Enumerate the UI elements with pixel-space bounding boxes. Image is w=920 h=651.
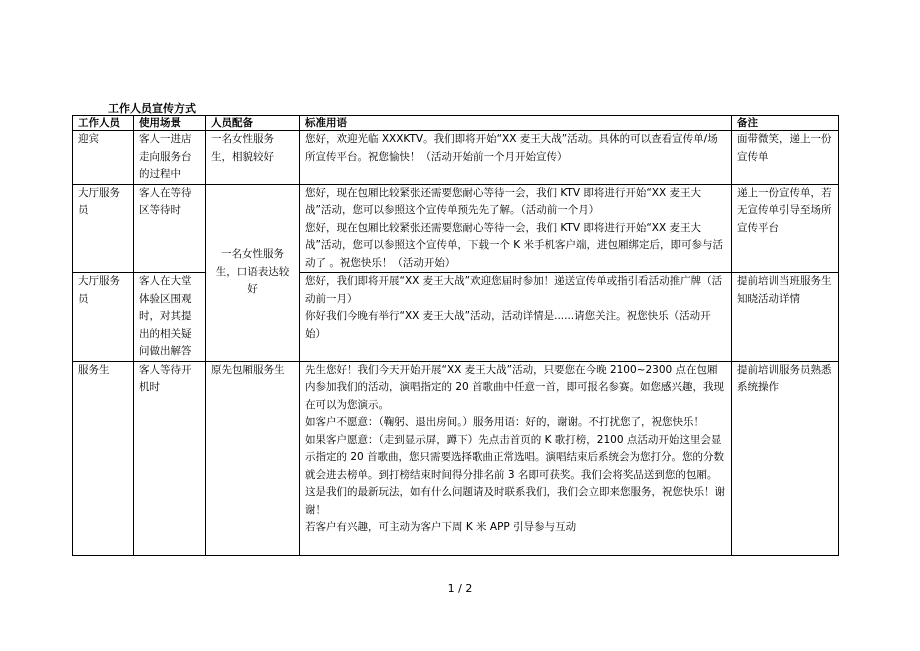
script-line: 您好，现在包厢比较紧张还需要您耐心等待一会，我们 KTV 即将进行开始“XX 麦王大战”活动，您可以参照这个宣传单预先先了解。（活动前一个月） [305, 186, 702, 216]
cell-scene: 客人等待开机时 [134, 361, 206, 555]
script-line: 如客户不愿意：（鞠躬、退出房间。）服务用语：好的，谢谢。不打扰您了，祝您快乐！ [305, 416, 704, 428]
cell-scene: 客人一进店走向服务台的过程中 [134, 131, 206, 185]
cell-scene: 客人在大堂体验区围观时，对其提出的相关疑问做出解答 [134, 273, 206, 362]
cell-role: 大厅服务员 [73, 273, 134, 362]
header-script: 标准用语 [300, 116, 732, 131]
script-line: 若客户有兴趣，可主动为客户下周 K 米 APP 引导参与互动 [305, 521, 577, 533]
document-title: 工作人员宣传方式 [108, 102, 196, 115]
script-line: 您好，欢迎光临 XXXKTV。我们即将开始“XX 麦王大战”活动。具体的可以查看宣传单/场所宣传平台。祝您愉快！（活动开始前一个月开始宣传） [305, 133, 718, 163]
promotion-table [72, 115, 839, 556]
header-scene: 使用场景 [134, 116, 206, 131]
script-line: 先生您好！我们今天开始开展“XX 麦王大战”活动，只要您在今晚 2100~2300 点在包厢内参加我们的活动，演唱指定的 20 首歌曲中任意一首，即可报名参赛。如您感兴趣，我现在可以为您演示。 [305, 363, 725, 411]
table-row [73, 184, 839, 273]
table-row [73, 273, 839, 362]
table-row [73, 361, 839, 555]
script-line: 你好我们今晚有举行“XX 麦王大战”活动，活动详情是......请您关注。祝您快乐（活动开始） [305, 310, 711, 340]
cell-staff: 一名女性服务生，口语表达较好 [206, 184, 300, 361]
cell-note: 递上一份宣传单，若无宣传单引导至场所宣传平台 [732, 184, 839, 273]
cell-role: 大厅服务员 [73, 184, 134, 273]
cell-script [300, 131, 732, 185]
cell-staff: 原先包厢服务生 [206, 361, 300, 555]
cell-note: 提前培训服务员熟悉系统操作 [732, 361, 839, 555]
header-note: 备注 [732, 116, 839, 131]
cell-role: 迎宾 [73, 131, 134, 185]
cell-script [300, 361, 732, 555]
header-role: 工作人员 [73, 116, 134, 131]
cell-note: 提前培训当班服务生知晓活动详情 [732, 273, 839, 362]
cell-scene: 客人在等待区等待时 [134, 184, 206, 273]
cell-role: 服务生 [73, 361, 134, 555]
header-staff: 人员配备 [206, 116, 300, 131]
cell-script [300, 273, 732, 362]
table-row [73, 131, 839, 185]
table-header-row [73, 116, 839, 131]
page-number: 1 / 2 [447, 582, 473, 595]
cell-note: 面带微笑，递上一份宣传单 [732, 131, 839, 185]
script-line: 您好，现在包厢比较紧张还需要您耐心等待一会，我们 KTV 即将进行开始“XX 麦王大战”活动，您可以参照这个宣传单，下载一个 K 米手机客户端，进包厢绑定后，即可参与活动了 。祝您快乐！（活动开始） [305, 221, 723, 269]
script-line: 如果客户愿意：（走到显示屏，蹲下）先点击首页的 K 歌打榜，2100 点活动开始这里会显示指定的 20 首歌曲，您只需要选择歌曲正常选唱。演唱结束后系统会为您打分。您的分数就会进去榜单。到打榜结束时间得分排名前 3 名即可获奖。我们会将奖品送到您的包厢。这是我们的最新玩法，如有什么问题请及时联系我们，我们会立即来您服务，祝您快乐！谢谢！ [305, 433, 725, 516]
cell-staff: 一名女性服务生，相貌较好 [206, 131, 300, 185]
script-line: 您好，我们即将开展“XX 麦王大战”欢迎您届时参加！递送宣传单或指引看活动推广牌（活动前一月） [305, 275, 723, 305]
cell-script [300, 184, 732, 273]
